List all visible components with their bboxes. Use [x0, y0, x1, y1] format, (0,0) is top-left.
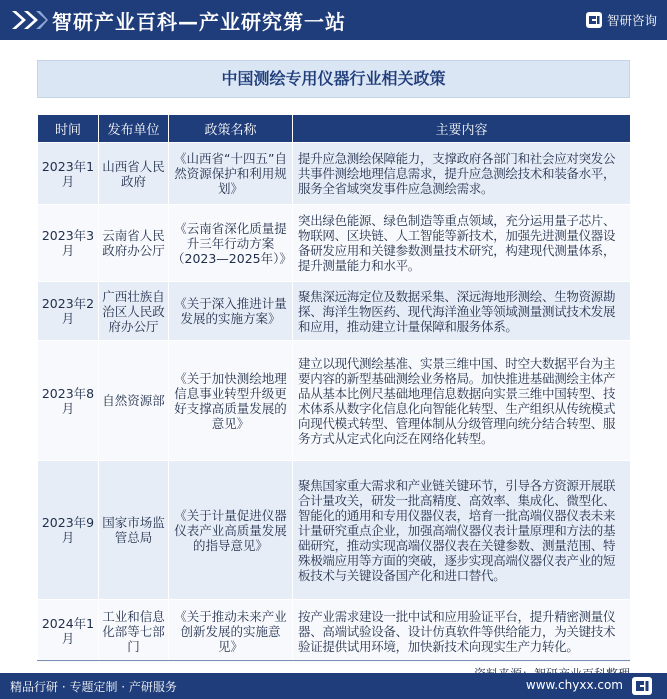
table-row [38, 282, 631, 341]
brand-name: 智研咨询 [606, 13, 657, 28]
cell-date: 2023年1月 [38, 143, 99, 205]
cell-content: 聚焦深远海定位及数据采集、深远海地形测绘、生物资源勘探、海洋生物医药、现代海洋渔业等领域测量测试技术发展和应用，推动建立计量保障和服务体系。 [293, 282, 631, 341]
cell-date: 2023年9月 [38, 461, 99, 600]
column-header-content: 主要内容 [293, 115, 631, 143]
cell-issuer: 山西省人民政府 [99, 143, 169, 205]
cell-issuer: 云南省人民政府办公厅 [99, 205, 169, 282]
cell-policy: 《关于计量促进仪器仪表产业高质量发展的指导意见》 [169, 461, 293, 600]
cell-date: 2023年3月 [38, 205, 99, 282]
cell-date: 2023年8月 [38, 341, 99, 461]
cell-policy: 《云南省深化质量提升三年行动方案（2023—2025年）》 [169, 205, 293, 282]
brand-logo-icon [631, 676, 653, 696]
column-header-policy: 政策名称 [169, 115, 293, 143]
brand-logo-icon [585, 11, 603, 29]
table-header-row [38, 115, 631, 143]
cell-date: 2023年2月 [38, 282, 99, 341]
brand-logo[interactable] [585, 11, 657, 29]
bottom-banner [0, 673, 667, 699]
footer [0, 653, 667, 699]
table-row [38, 341, 631, 461]
services-text: 精品行研 · 专题定制 · 产研服务 [10, 680, 177, 694]
page-title: 中国测绘专用仪器行业相关政策 [221, 69, 446, 88]
site-title: 智研产业百科—产业研究第一站 [52, 10, 346, 34]
cell-issuer: 工业和信息化部等七部门 [99, 600, 169, 663]
cell-content: 提升应急测绘保障能力，支撑政府各部门和社会应对突发公共事件测绘地理信息需求，提升应急测绘技术和装备水平，服务全省域突发事件应急测绘需求。 [293, 143, 631, 205]
table-row [38, 143, 631, 205]
column-header-date: 时间 [38, 115, 99, 143]
cell-content: 突出绿色能源、绿色制造等重点领域，充分运用量子芯片、物联网、区块链、人工智能等新技术，加强先进测量仪器设备研发应用和关键参数测量技术研究，构建现代测量体系，提升测量能力和水平。 [293, 205, 631, 282]
website-link[interactable]: www.chyxx.com [525, 678, 623, 692]
column-header-issuer: 发布单位 [99, 115, 169, 143]
cell-issuer: 自然资源部 [99, 341, 169, 461]
top-banner [0, 0, 667, 40]
cell-content: 聚焦国家重大需求和产业链关键环节，引导各方资源开展联合计量攻关，研发一批高精度、高效率、集成化、微型化、智能化的通用和专用仪器仪表，培育一批高端仪器仪表未来计量研究重点企业，加强高端仪器仪表计量原理和方法的基础研究，推动实现高端仪器仪表在关键参数、测量范围、特殊极端应用等方面的突破，逐步实现高端仪器仪表产业的短板技术与关键设备国产化和进口替代。 [293, 461, 631, 600]
cell-content: 按产业需求建设一批中试和应用验证平台，提升精密测量仪器、高端试验设备、设计仿真软件等供给能力，为关键技术验证提供试用环境，加快新技术向现实生产力转化。 [293, 600, 631, 663]
double-chevron-icon [12, 11, 48, 29]
cell-policy: 《关于深入推进计量发展的实施方案》 [169, 282, 293, 341]
page-title-box [37, 60, 630, 98]
footer-divider [37, 660, 630, 661]
table-row [38, 461, 631, 600]
cell-policy: 《关于推动未来产业创新发展的实施意见》 [169, 600, 293, 663]
cell-content: 建立以现代测绘基准、实景三维中国、时空大数据平台为主要内容的新型基础测绘业务格局。加快推进基础测绘主体产品从基本比例尺基础地理信息数据向实景三维中国转型、技术体系从数字化信息化向智能化转型、生产组织从传统模式向现代模式转型、管理体制从分级管理向统分结合转型、服务方式从定式化向泛在网络化转型。 [293, 341, 631, 461]
policy-table [37, 114, 631, 663]
cell-date: 2024年1月 [38, 600, 99, 663]
cell-policy: 《关于加快测绘地理信息事业转型升级更好支撑高质量发展的意见》 [169, 341, 293, 461]
table-row [38, 205, 631, 282]
cell-policy: 《山西省“十四五”自然资源保护和利用规划》 [169, 143, 293, 205]
cell-issuer: 广西壮族自治区人民政府办公厅 [99, 282, 169, 341]
cell-issuer: 国家市场监管总局 [99, 461, 169, 600]
